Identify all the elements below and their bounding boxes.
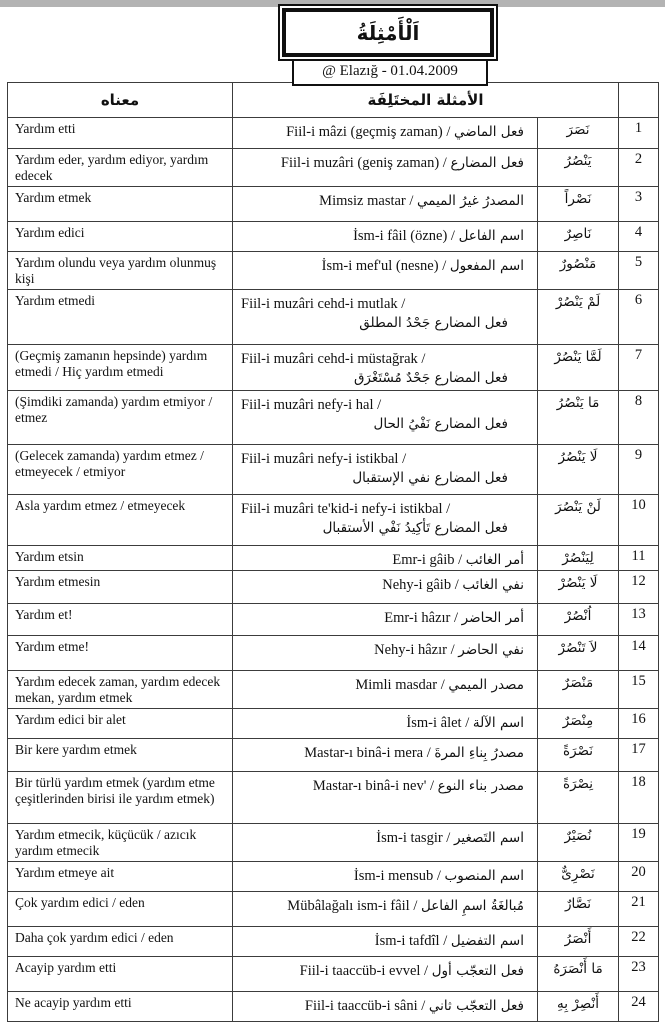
- table-row: [8, 187, 659, 222]
- row-number-cell: 5: [619, 252, 659, 290]
- examples-table-top: [7, 82, 659, 573]
- table-row: [8, 391, 659, 445]
- table-row: [8, 445, 659, 495]
- table-row: [8, 739, 659, 772]
- arabic-word-cell: يَنْصُرُ: [538, 149, 619, 187]
- example-latin-text: İsm-i tasgir /: [376, 830, 451, 846]
- example-latin-text: Mastar-ı binâ-i mera /: [304, 745, 431, 761]
- table-row: [8, 892, 659, 927]
- table-row: [8, 957, 659, 992]
- page-title: اَلْأَمْثِلَةُ: [356, 20, 420, 45]
- meaning-cell: Yardım edici bir alet: [8, 709, 233, 739]
- example-arabic-text: اسم الفاعل: [458, 228, 524, 244]
- example-latin-text: Mimli masdar /: [355, 677, 445, 693]
- example-arabic-text: المصدرُ غيرُ الميمي: [417, 193, 524, 209]
- arabic-word-cell: مِنْصَرٌ: [538, 709, 619, 739]
- example-latin-text: Fiil-i taaccüb-i evvel /: [299, 963, 429, 979]
- example-arabic-text: مصدر الميمي: [448, 677, 524, 693]
- example-cell: [233, 892, 538, 927]
- row-number-cell: 1: [619, 118, 659, 149]
- example-cell: [233, 671, 538, 709]
- example-arabic-text: فعل الماضي: [454, 124, 524, 140]
- example-arabic-text: فعل التعجّب أول: [431, 963, 524, 979]
- table-row: [8, 604, 659, 636]
- example-arabic-text: مصدرُ بِناءِ المرةَ: [434, 745, 524, 761]
- meaning-cell: Yardım et!: [8, 604, 233, 636]
- table-row: [8, 222, 659, 252]
- meaning-cell: Bir kere yardım etmek: [8, 739, 233, 772]
- meaning-cell: Yardım etme!: [8, 636, 233, 671]
- example-arabic-text: نفي الحاضر: [458, 642, 524, 658]
- row-number-cell: 14: [619, 636, 659, 671]
- row-number-cell: 18: [619, 772, 659, 824]
- example-latin-text: Fiil-i mâzi (geçmiş zaman) /: [286, 124, 451, 140]
- row-number-cell: 23: [619, 957, 659, 992]
- number-column-header: [619, 83, 659, 118]
- example-arabic-text: فعل المضارع جَحْدٌ مُسْتَغْرَق: [353, 370, 508, 386]
- row-number-cell: 20: [619, 862, 659, 892]
- example-latin-text: Fiil-i muzâri cehd-i müstağrak /: [241, 351, 426, 367]
- meaning-cell: Yardım etmek: [8, 187, 233, 222]
- subtitle-box: [292, 57, 488, 86]
- row-number-cell: 8: [619, 391, 659, 445]
- arabic-word-cell: لَمْ يَنْصُرْ: [538, 290, 619, 345]
- example-cell: [233, 957, 538, 992]
- arabic-word-cell: نَصْراً: [538, 187, 619, 222]
- meaning-cell: Daha çok yardım edici / eden: [8, 927, 233, 957]
- example-arabic-text: مصدر بناء النوع: [437, 778, 524, 794]
- table-row: [8, 862, 659, 892]
- example-arabic-text: اسم المنصوب: [444, 868, 524, 884]
- table-header-row: [8, 83, 659, 118]
- row-number-cell: 19: [619, 824, 659, 862]
- meaning-cell: Yardım eder, yardım ediyor, yardım edecek: [8, 149, 233, 187]
- row-number-cell: 6: [619, 290, 659, 345]
- example-latin-text: İsm-i âlet /: [406, 715, 470, 731]
- example-cell: [233, 118, 538, 149]
- table-row: [8, 345, 659, 391]
- arabic-word-cell: نَاصِرٌ: [538, 222, 619, 252]
- example-cell: [233, 445, 538, 495]
- meaning-cell: (Gelecek zamanda) yardım etmez / etmeyecek / etmiyor: [8, 445, 233, 495]
- example-cell: [233, 604, 538, 636]
- title-box: [278, 4, 498, 61]
- example-latin-text: İsm-i tafdîl /: [374, 933, 448, 949]
- example-latin-text: Fiil-i muzâri (geniş zaman) /: [280, 155, 447, 171]
- meaning-cell: (Şimdiki zamanda) yardım etmiyor / etmez: [8, 391, 233, 445]
- table-row: [8, 671, 659, 709]
- title-box-inner: [282, 8, 494, 57]
- table-row: [8, 709, 659, 739]
- example-arabic-text: أمر الغائب: [465, 552, 524, 568]
- example-arabic-text: فعل المضارع: [450, 155, 524, 171]
- meaning-cell: Yardım etmedi: [8, 290, 233, 345]
- example-cell: [233, 149, 538, 187]
- arabic-word-cell: لَا يَنْصُرُ: [538, 445, 619, 495]
- row-number-cell: 11: [619, 546, 659, 573]
- example-cell: [233, 824, 538, 862]
- example-cell: [233, 345, 538, 391]
- arabic-word-cell: لِيَنْصُرْ: [538, 546, 619, 573]
- table-row: [8, 290, 659, 345]
- example-cell: [233, 187, 538, 222]
- row-number-cell: 24: [619, 992, 659, 1022]
- row-number-cell: 2: [619, 149, 659, 187]
- table-row: [8, 772, 659, 824]
- example-cell: [233, 739, 538, 772]
- example-cell: [233, 495, 538, 546]
- example-cell: [233, 391, 538, 445]
- row-number-cell: 4: [619, 222, 659, 252]
- example-latin-text: Emr-i gâib /: [392, 552, 463, 568]
- meaning-cell: Yardım edici: [8, 222, 233, 252]
- example-latin-text: Nehy-i gâib /: [382, 577, 459, 593]
- row-number-cell: 13: [619, 604, 659, 636]
- row-number-cell: 7: [619, 345, 659, 391]
- arabic-word-cell: مَنْصَرٌ: [538, 671, 619, 709]
- example-cell: [233, 862, 538, 892]
- example-latin-text: Fiil-i muzâri nefy-i istikbal /: [241, 451, 407, 467]
- table-row: [8, 824, 659, 862]
- example-cell: [233, 252, 538, 290]
- table-row: [8, 992, 659, 1022]
- example-cell: [233, 636, 538, 671]
- meaning-cell: Yardım etmeye ait: [8, 862, 233, 892]
- example-latin-text: Fiil-i muzâri te'kid-i nefy-i istikbal /: [241, 501, 451, 517]
- example-cell: [233, 927, 538, 957]
- example-arabic-text: فعل المضارع تَأكِيدُ نَفْي الأستقبال: [322, 520, 508, 536]
- example-arabic-text: فعل المضارع نفي الإستقبال: [352, 470, 508, 486]
- example-latin-text: Fiil-i muzâri nefy-i hal /: [241, 397, 382, 413]
- example-arabic-text: فعل التعجّب ثاني: [428, 998, 524, 1014]
- example-arabic-text: فعل المضارع جَحْدُ المطلق: [359, 315, 508, 331]
- table-row: [8, 252, 659, 290]
- example-latin-text: Mimsiz mastar /: [319, 193, 414, 209]
- arabic-word-cell: مَنْصُورٌ: [538, 252, 619, 290]
- example-latin-text: Fiil-i taaccüb-i sâni /: [304, 998, 426, 1014]
- meaning-cell: Yardım olundu veya yardım olunmuş kişi: [8, 252, 233, 290]
- arabic-word-cell: لَا يَنْصُرْ: [538, 571, 619, 604]
- table-row: [8, 571, 659, 604]
- table-row: [8, 927, 659, 957]
- example-cell: [233, 290, 538, 345]
- meaning-cell: Yardım edecek zaman, yardım edecek mekan, yardım etmek: [8, 671, 233, 709]
- row-number-cell: 21: [619, 892, 659, 927]
- row-number-cell: 10: [619, 495, 659, 546]
- meaning-cell: Ne acayip yardım etti: [8, 992, 233, 1022]
- example-cell: [233, 772, 538, 824]
- meaning-cell: Yardım etsin: [8, 546, 233, 573]
- example-cell: [233, 546, 538, 573]
- arabic-word-cell: مَا يَنْصُرُ: [538, 391, 619, 445]
- table-row: [8, 636, 659, 671]
- meaning-cell: Acayip yardım etti: [8, 957, 233, 992]
- arabic-word-cell: نَصَّارٌ: [538, 892, 619, 927]
- meaning-cell: Yardım etmesin: [8, 571, 233, 604]
- row-number-cell: 15: [619, 671, 659, 709]
- example-arabic-text: اسم التفضيل: [450, 933, 524, 949]
- example-latin-text: İsm-i mensub /: [353, 868, 441, 884]
- arabic-word-cell: نِصْرَةً: [538, 772, 619, 824]
- arabic-word-cell: مَا أَنْصَرَهُ: [538, 957, 619, 992]
- example-arabic-text: أمر الحاضر: [461, 610, 524, 626]
- arabic-word-cell: لَنْ يَنْصُرَ: [538, 495, 619, 546]
- arabic-word-cell: أَنْصِرْ بِهِ: [538, 992, 619, 1022]
- example-cell: [233, 222, 538, 252]
- example-cell: [233, 571, 538, 604]
- arabic-word-cell: نَصْرَةً: [538, 739, 619, 772]
- example-arabic-text: اسم التَصغير: [453, 830, 524, 846]
- arabic-word-cell: لَمَّا يَنْصُرْ: [538, 345, 619, 391]
- table-row: [8, 118, 659, 149]
- meaning-column-header: معناه: [8, 83, 233, 118]
- example-latin-text: Mübâlağalı ism-i fâil /: [287, 898, 418, 914]
- subtitle-text: @ Elazığ - 01.04.2009: [322, 63, 458, 79]
- table-row: [8, 495, 659, 546]
- example-latin-text: Mastar-ı binâ-i nev' /: [312, 778, 434, 794]
- example-latin-text: İsm-i mef'ul (nesne) /: [321, 258, 447, 274]
- row-number-cell: 16: [619, 709, 659, 739]
- examples-table-bottom: [7, 570, 659, 1022]
- row-number-cell: 17: [619, 739, 659, 772]
- row-number-cell: 22: [619, 927, 659, 957]
- row-number-cell: 3: [619, 187, 659, 222]
- example-latin-text: İsm-i fâil (özne) /: [353, 228, 455, 244]
- example-latin-text: Emr-i hâzır /: [384, 610, 459, 626]
- example-latin-text: Fiil-i muzâri cehd-i mutlak /: [241, 296, 406, 312]
- example-arabic-text: نفي الغائب: [462, 577, 524, 593]
- meaning-cell: Bir türlü yardım etmek (yardım etme çeşitlerinden birisi ile yardım etmek): [8, 772, 233, 824]
- meaning-cell: Yardım etti: [8, 118, 233, 149]
- table-row: [8, 546, 659, 573]
- examples-column-header: الأمثلة المختَلِفَة: [233, 83, 619, 118]
- example-arabic-text: اسم الآلة: [472, 715, 524, 731]
- example-cell: [233, 992, 538, 1022]
- example-latin-text: Nehy-i hâzır /: [374, 642, 455, 658]
- example-arabic-text: اسم المفعول: [449, 258, 524, 274]
- example-arabic-text: مُبالغَةُ اسمِ الفاعل: [421, 898, 524, 914]
- arabic-word-cell: نَصْرِىٌّ: [538, 862, 619, 892]
- meaning-cell: Yardım etmecik, küçücük / azıcık yardım etmecik: [8, 824, 233, 862]
- arabic-word-cell: نُصَيْرٌ: [538, 824, 619, 862]
- arabic-word-cell: أَنْصَرُ: [538, 927, 619, 957]
- meaning-cell: (Geçmiş zamanın hepsinde) yardım etmedi / Hiç yardım etmedi: [8, 345, 233, 391]
- table-row: [8, 149, 659, 187]
- example-cell: [233, 709, 538, 739]
- arabic-word-cell: نَصَرَ: [538, 118, 619, 149]
- example-arabic-text: فعل المضارع نَفْيُ الحال: [373, 416, 508, 432]
- row-number-cell: 12: [619, 571, 659, 604]
- arabic-word-cell: لاَ تَنْصُرْ: [538, 636, 619, 671]
- row-number-cell: 9: [619, 445, 659, 495]
- arabic-word-cell: اُنْصُرْ: [538, 604, 619, 636]
- meaning-cell: Asla yardım etmez / etmeyecek: [8, 495, 233, 546]
- meaning-cell: Çok yardım edici / eden: [8, 892, 233, 927]
